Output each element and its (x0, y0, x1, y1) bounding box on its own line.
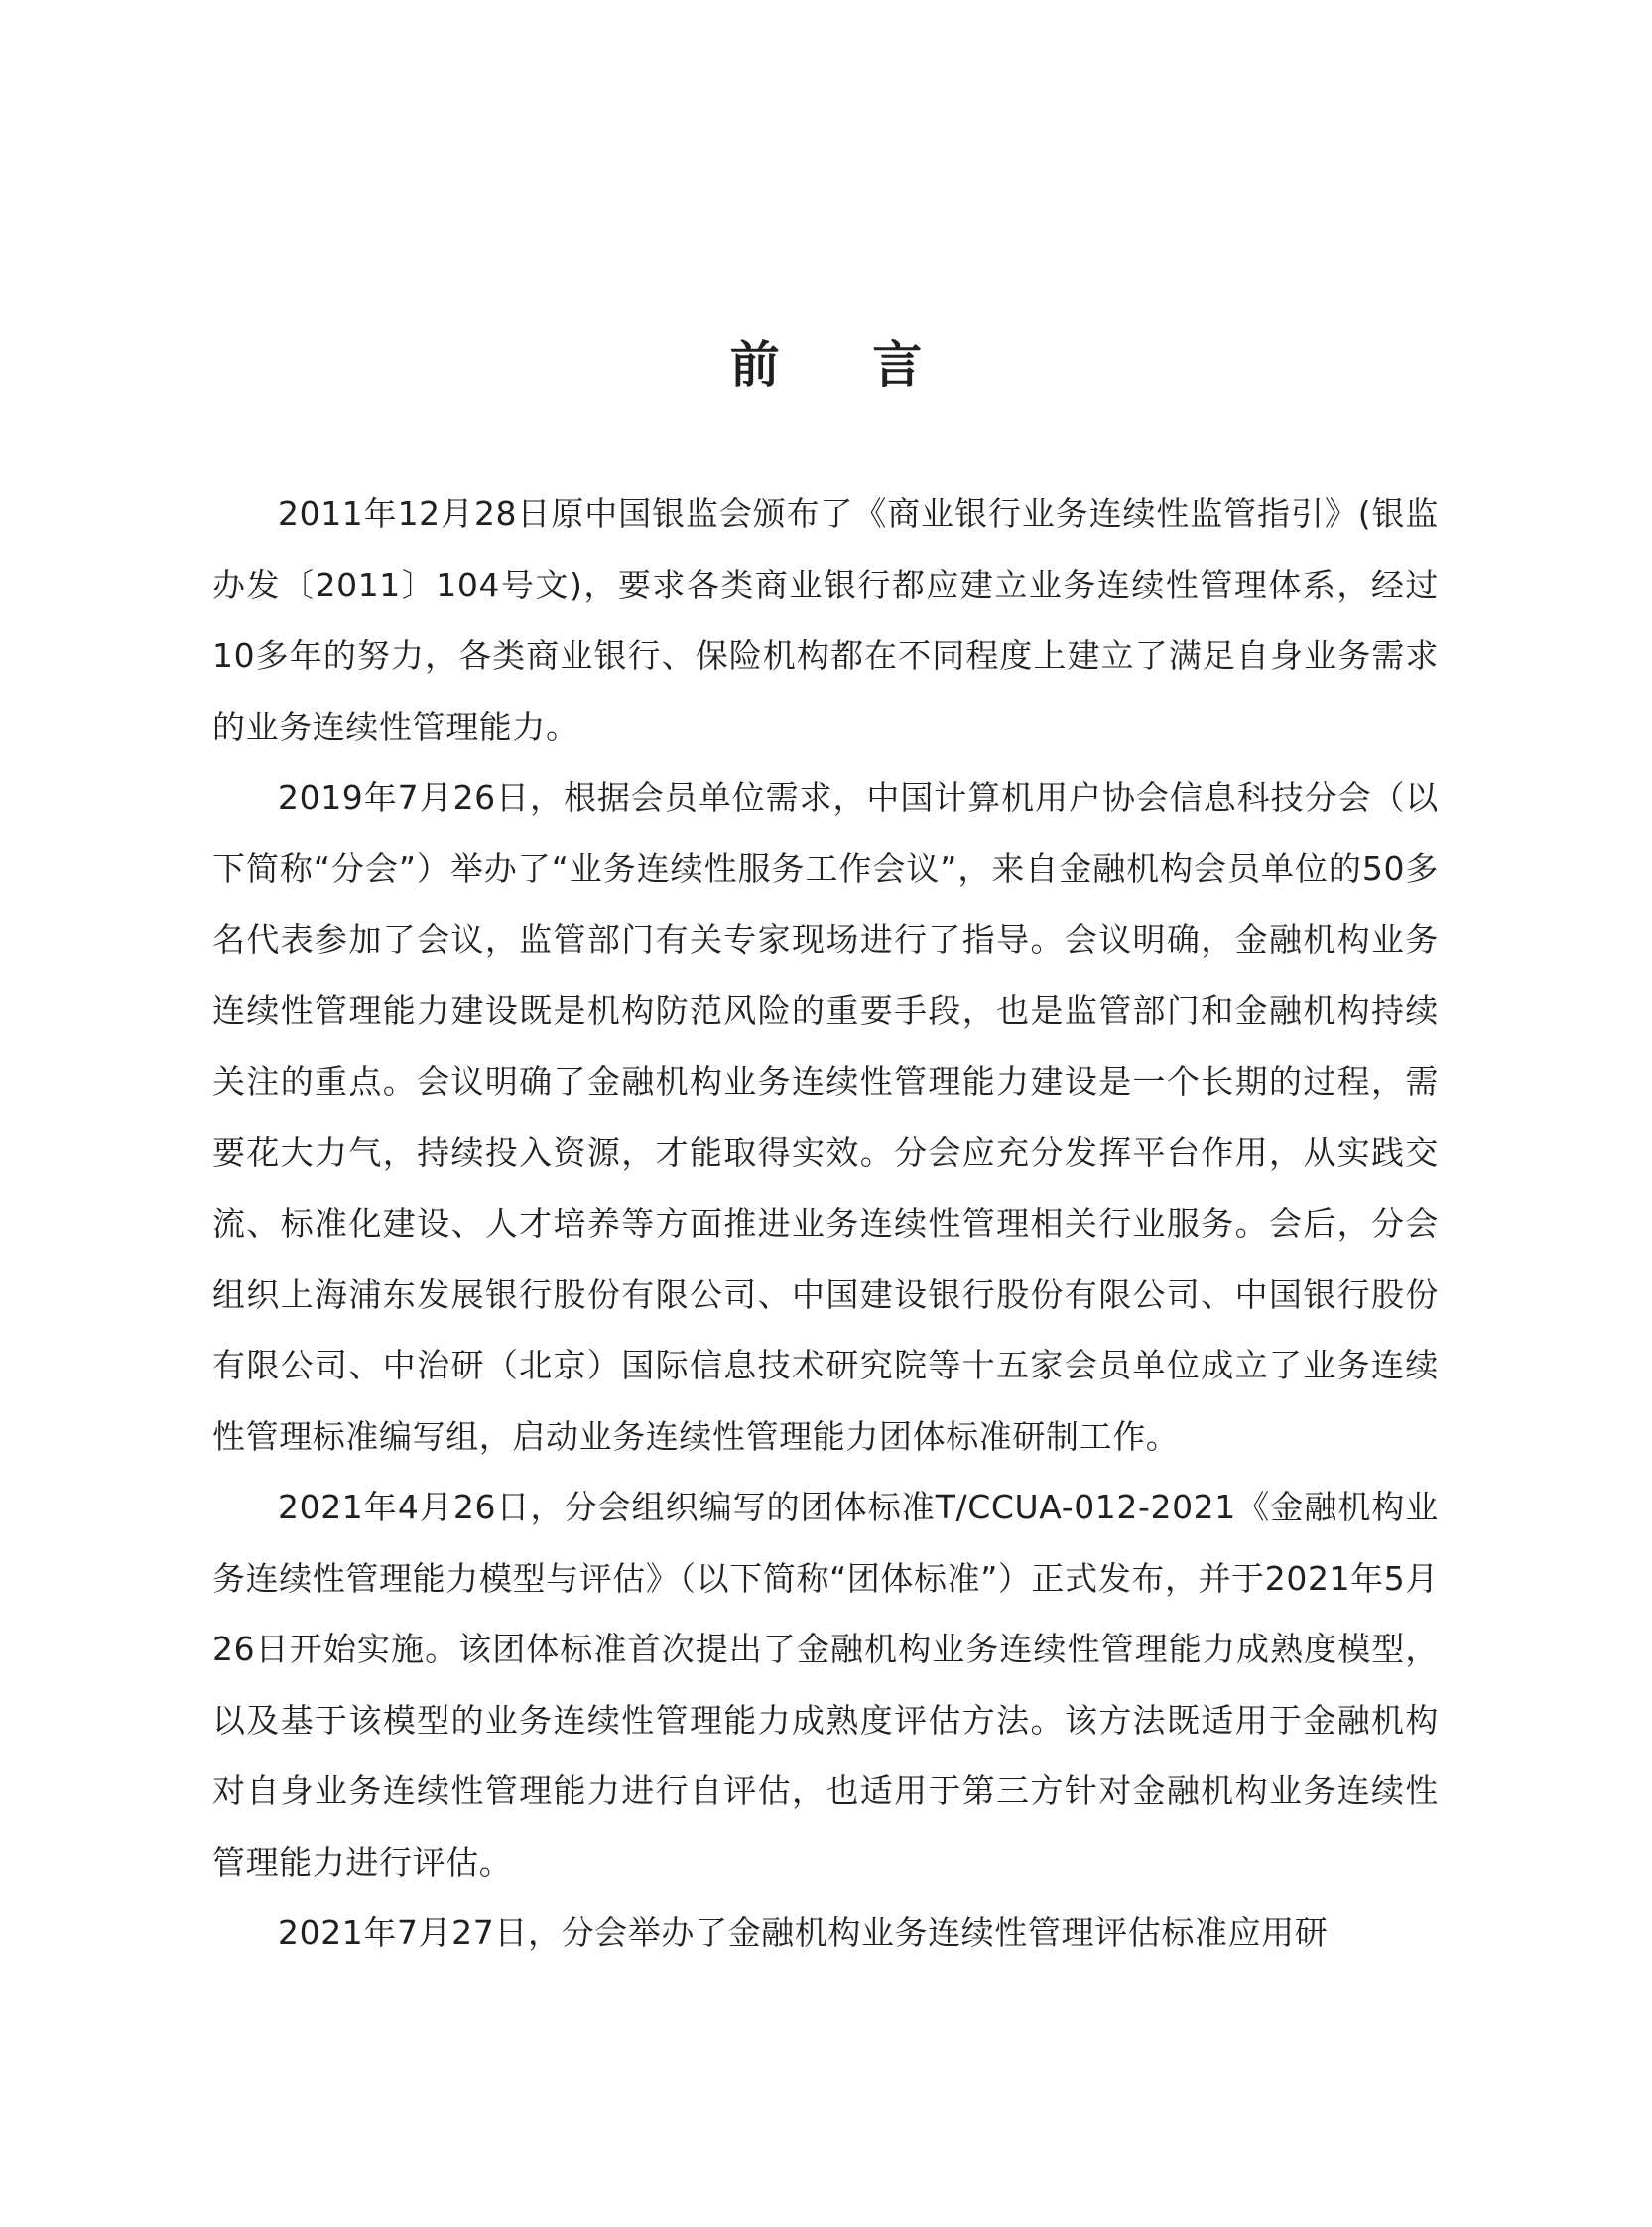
paragraph-3: 2021年4月26日，分会组织编写的团体标准T/CCUA-012-2021《金融机构业务连续性管理能力模型与评估》（以下简称“团体标准”）正式发布，并于2021年5月26日开始实施。该团体标准首次提出了金融机构业务连续性管理能力成熟度模型，以及基于该模型的业务连续性管理能力成熟度评估方法。该方法既适用于金融机构对自身业务连续性管理能力进行自评估，也适用于第三方针对金融机构业务连续性管理能力进行评估。 (212, 1488, 1439, 1882)
preface-body (212, 478, 1439, 1969)
page-title: 前 言 (729, 336, 960, 394)
paragraph-4: 2021年7月27日，分会举办了金融机构业务连续性管理评估标准应用研 (278, 1913, 1329, 1952)
paragraph-1: 2011年12月28日原中国银监会颁布了《商业银行业务连续性监管指引》(银监办发〔2011〕104号文)，要求各类商业银行都应建立业务连续性管理体系，经过10多年的努力，各类商业银行、保险机构都在不同程度上建立了满足自身业务需求的业务连续性管理能力。 (212, 494, 1439, 746)
paragraph-2: 2019年7月26日，根据会员单位需求，中国计算机用户协会信息科技分会（以下简称“分会”）举办了“业务连续性服务工作会议”，来自金融机构会员单位的50多名代表参加了会议，监管部门有关专家现场进行了指导。会议明确，金融机构业务连续性管理能力建设既是机构防范风险的重要手段，也是监管部门和金融机构持续关注的重点。会议明确了金融机构业务连续性管理能力建设是一个长期的过程，需要花大力气，持续投入资源，才能取得实效。分会应充分发挥平台作用，从实践交流、标准化建设、人才培养等方面推进业务连续性管理相关行业服务。会后，分会组织上海浦东发展银行股份有限公司、中国建设银行股份有限公司、中国银行股份有限公司、中治研（北京）国际信息技术研究院等十五家会员单位成立了业务连续性管理标准编写组，启动业务连续性管理能力团体标准研制工作。 (212, 778, 1439, 1456)
